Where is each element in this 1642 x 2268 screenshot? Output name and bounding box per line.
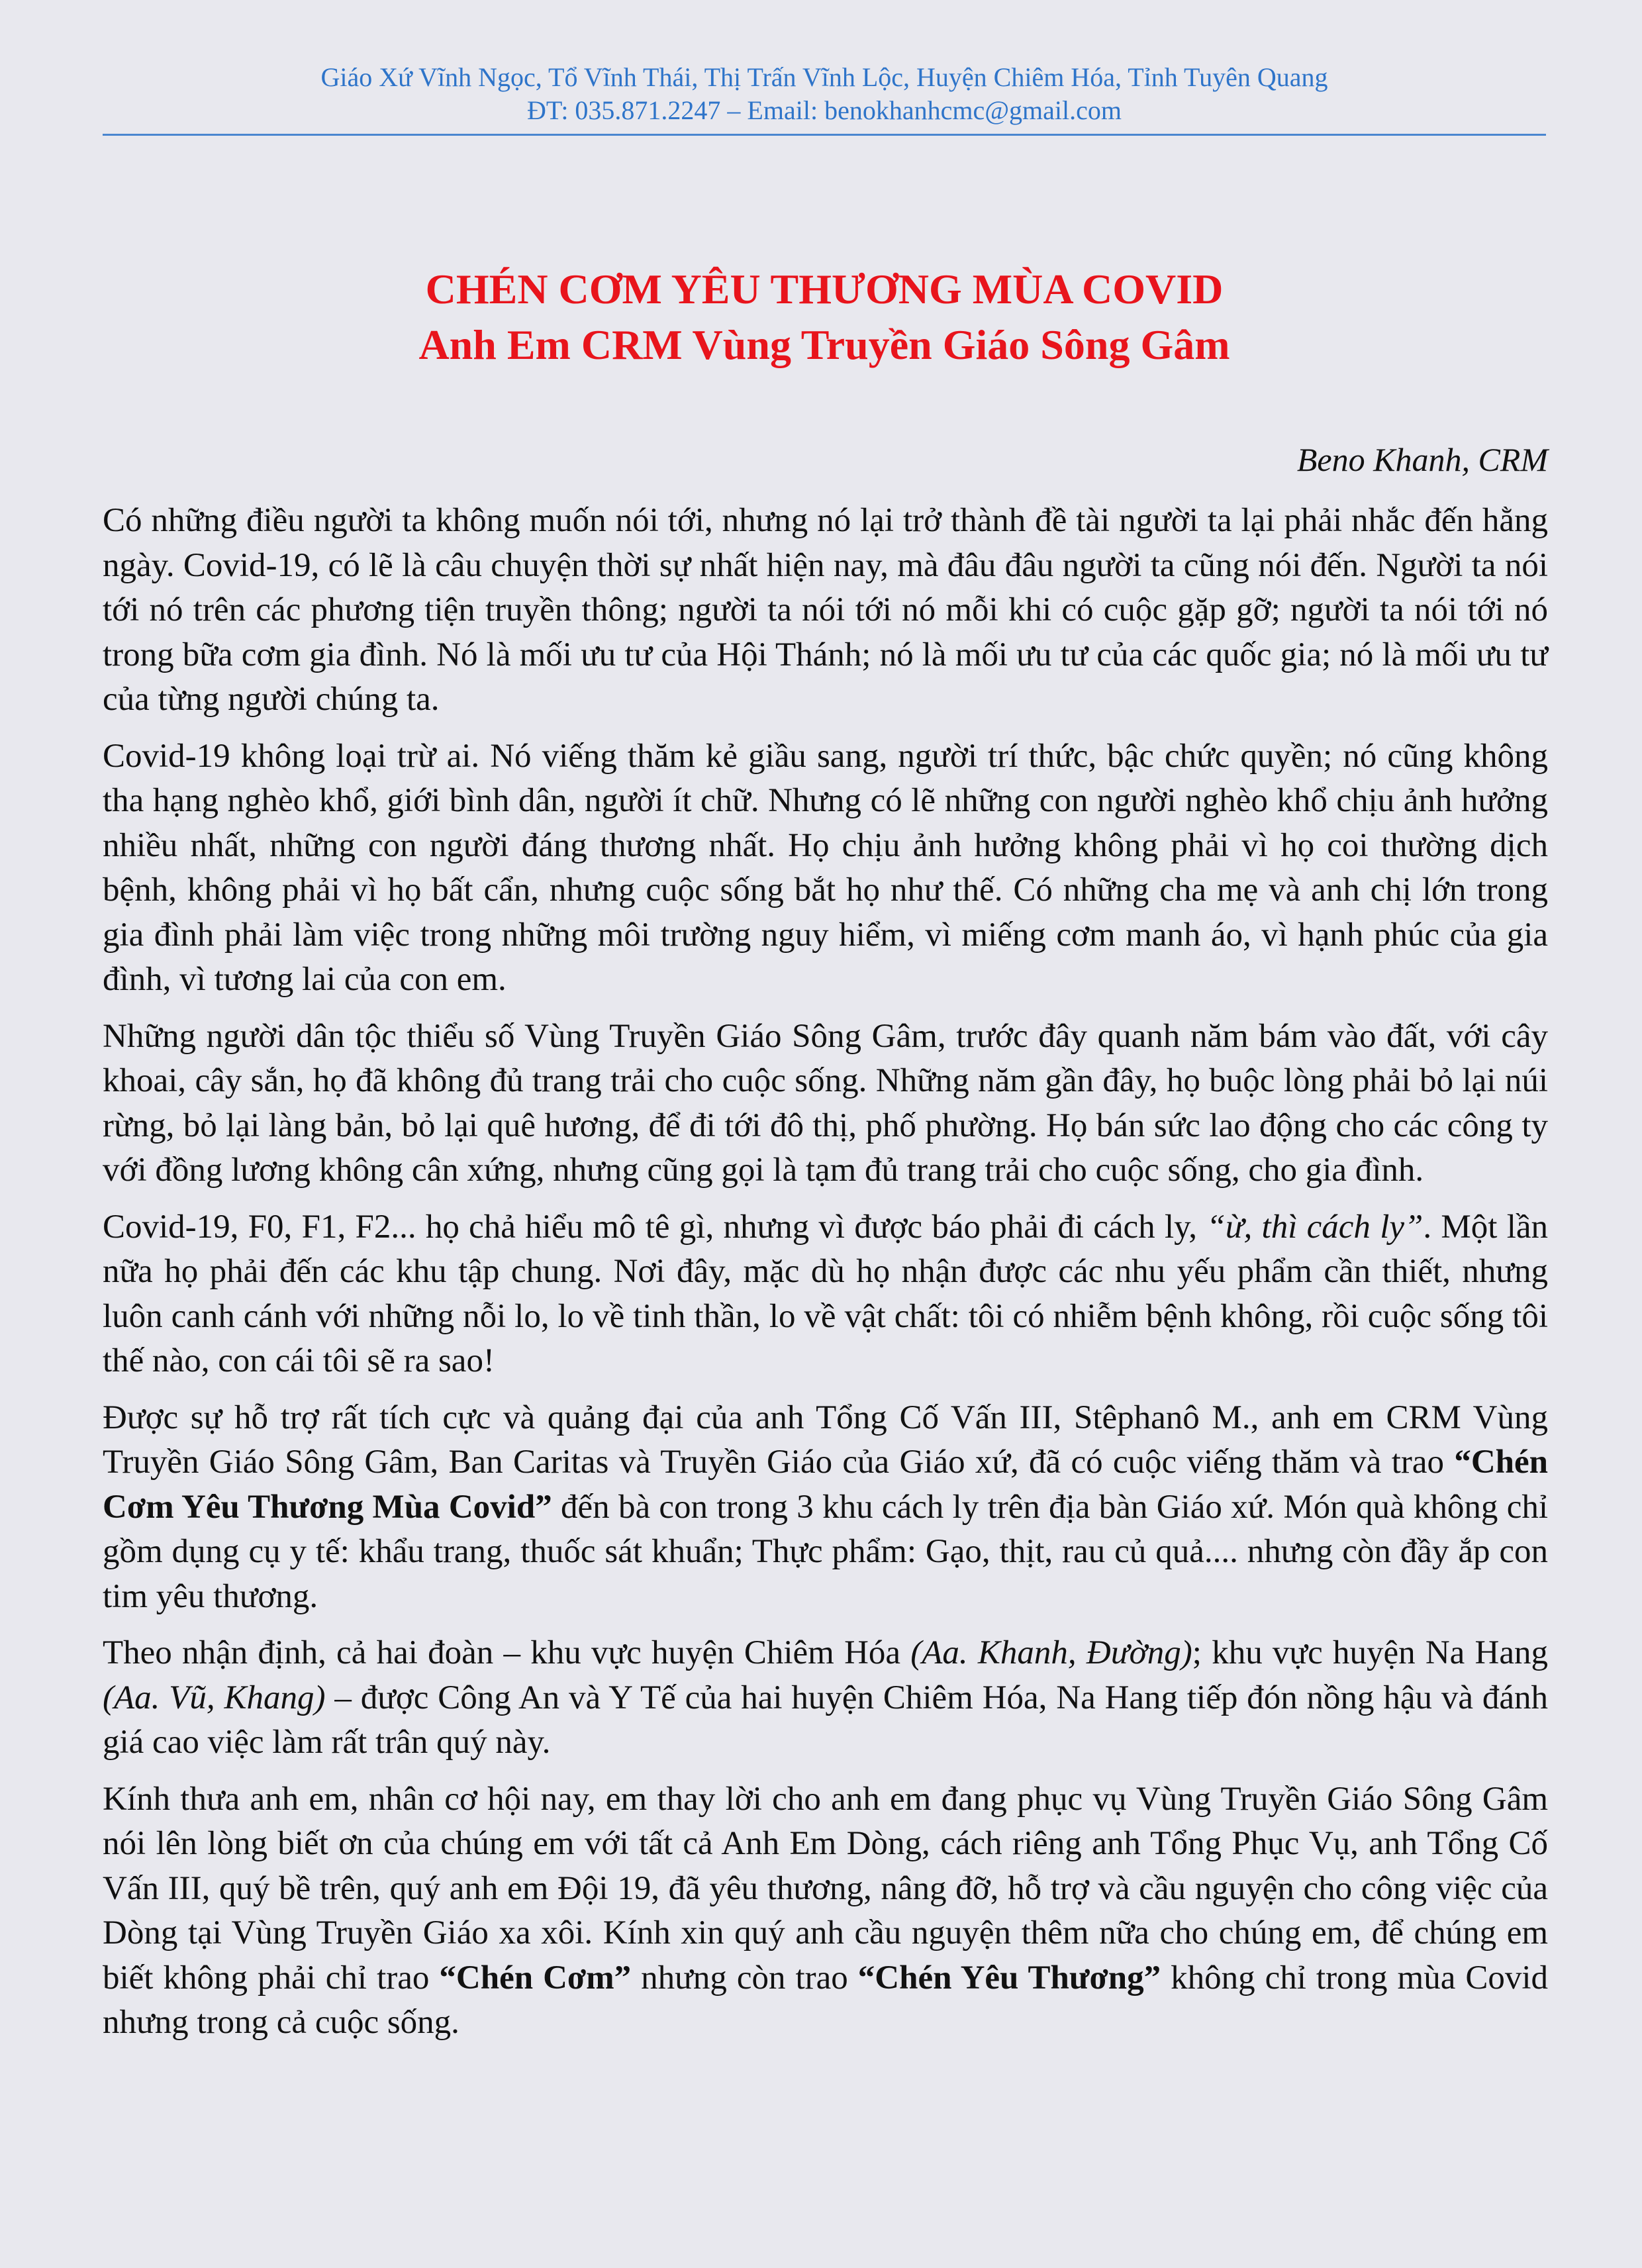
paragraph-4-text-b: . Một lần nữa họ phải đến các khu tập chung. Nơi đây, mặc dù họ nhận được các nhu yếu phẩm cần thiết, nhưng luôn canh cánh với những nỗi lo, lo về tinh thần, lo về vật chất: tôi có nhiễm bệnh không, rồi cuộc sống tôi thế nào, con cái tôi sẽ ra sao! [103, 1208, 1548, 1379]
paragraph-7 [103, 1777, 1548, 2046]
paragraph-7-text-b: nhưng còn trao [641, 1959, 848, 1997]
paragraph-4 [103, 1205, 1548, 1384]
article-title [103, 262, 1546, 373]
paragraph-2: Covid-19 không loại trừ ai. Nó viếng thăm kẻ giầu sang, người trí thức, bậc chức quyền; nó cũng không tha hạng nghèo khổ, giới bình dân, người ít chữ. Nhưng có lẽ những con người nghèo khổ chịu ảnh hưởng nhiều nhất, những con người đáng thương nhất. Họ chịu ảnh hưởng không phải vì họ coi thường dịch bệnh, không phải vì họ bất cẩn, nhưng cuộc sống bắt họ như thế. Có những cha mẹ và anh chị lớn trong gia đình phải làm việc trong những môi trường nguy hiểm, vì miếng cơm manh áo, vì hạnh phúc của gia đình, vì tương lai của con em. [103, 737, 1548, 998]
author-byline: Beno Khanh, CRM [1296, 441, 1548, 478]
paragraph-4-text-a: Covid-19, F0, F1, F2... họ chả hiểu mô tê gì, nhưng vì được báo phải đi cách ly, [103, 1208, 1198, 1246]
paragraph-7-text-c: không chỉ trong mùa Covid nhưng trong cả cuộc sống. [103, 1959, 1549, 2041]
paragraph-5-text-b: đến bà con trong 3 khu cách ly trên địa bàn Giáo xứ. Món quà không chỉ gồm dụng cụ y tế: khẩu trang, thuốc sát khuẩn; Thực phẩm: Gạo, thịt, rau củ quả.... nhưng còn đầy ắp con tim yêu thương. [103, 1488, 1549, 1615]
letterhead [103, 61, 1546, 127]
paragraph-6-text-a: Theo nhận định, cả hai đoàn – khu vực huyện Chiêm Hóa [103, 1634, 901, 1671]
header-divider [103, 134, 1546, 136]
paragraph-6-italic-2: (Aa. Vũ, Khang) [103, 1679, 326, 1716]
title-line-1: CHÉN CƠM YÊU THƯƠNG MÙA COVID [425, 266, 1224, 313]
letterhead-address: Giáo Xứ Vĩnh Ngọc, Tổ Vĩnh Thái, Thị Trấn Vĩnh Lộc, Huyện Chiêm Hóa, Tỉnh Tuyên Quang [320, 62, 1328, 92]
paragraph-7-text-a: Kính thưa anh em, nhân cơ hội nay, em thay lời cho anh em đang phục vụ Vùng Truyền Giáo Sông Gâm nói lên lòng biết ơn của chúng em với tất cả Anh Em Dòng, cách riêng anh Tổng Phục Vụ, anh Tổng Cố Vấn III, quý bề trên, quý anh em Đội 19, đã yêu thương, nâng đỡ, hỗ trợ và cầu nguyện cho công việc của Dòng tại Vùng Truyền Giáo xa xôi. Kính xin quý anh cầu nguyện thêm nữa cho chúng em, để chúng em biết không phải chỉ trao [103, 1780, 1548, 1997]
paragraph-7-bold-1: “Chén Cơm” [439, 1959, 632, 1997]
article-body [103, 499, 1548, 2057]
paragraph-5 [103, 1396, 1548, 1620]
paragraph-7-bold-2: “Chén Yêu Thương” [857, 1959, 1161, 1997]
paragraph-3: Những người dân tộc thiểu số Vùng Truyền Giáo Sông Gâm, trước đây quanh năm bám vào đất, với cây khoai, cây sắn, họ đã không đủ trang trải cho cuộc sống. Những năm gần đây, họ buộc lòng phải bỏ lại núi rừng, bỏ lại làng bản, bỏ lại quê hương, để đi tới đô thị, phố phường. Họ bán sức lao động cho các công ty với đồng lương không cân xứng, nhưng cũng gọi là tạm đủ trang trải cho cuộc sống, cho gia đình. [103, 1017, 1548, 1189]
paragraph-6-italic-1: (Aa. Khanh, Đường) [910, 1634, 1192, 1671]
paragraph-4-quote: “ừ, thì cách ly” [1206, 1208, 1424, 1246]
paragraph-6 [103, 1631, 1548, 1765]
paragraph-6-text-c: – được Công An và Y Tế của hai huyện Chiêm Hóa, Na Hang tiếp đón nồng hậu và đánh giá cao việc làm rất trân quý này. [103, 1679, 1548, 1761]
paragraph-1: Có những điều người ta không muốn nói tới, nhưng nó lại trở thành đề tài người ta lại phải nhắc đến hằng ngày. Covid-19, có lẽ là câu chuyện thời sự nhất hiện nay, mà đâu đâu người ta cũng nói đến. Người ta nói tới nó trên các phương tiện truyền thông; người ta nói tới nó mỗi khi có cuộc gặp gỡ; người ta nói tới nó trong bữa cơm gia đình. Nó là mối ưu tư của Hội Thánh; nó là mối ưu tư của các quốc gia; nó là mối ưu tư của từng người chúng ta. [103, 502, 1548, 718]
title-line-2: Anh Em CRM Vùng Truyền Giáo Sông Gâm [418, 321, 1230, 368]
paragraph-5-text-a: Được sự hỗ trợ rất tích cực và quảng đại của anh Tổng Cố Vấn III, Stêphanô M., anh em CRM Vùng Truyền Giáo Sông Gâm, Ban Caritas và Truyền Giáo của Giáo xứ, đã có cuộc viếng thăm và trao [103, 1399, 1548, 1481]
letterhead-contact: ĐT: 035.871.2247 – Email: benokhanhcmc@gmail.com [526, 95, 1122, 125]
paragraph-5-bold: “Chén Cơm Yêu Thương Mùa Covid” [103, 1444, 1549, 1526]
paragraph-6-text-b: ; khu vực huyện Na Hang [1192, 1634, 1548, 1671]
